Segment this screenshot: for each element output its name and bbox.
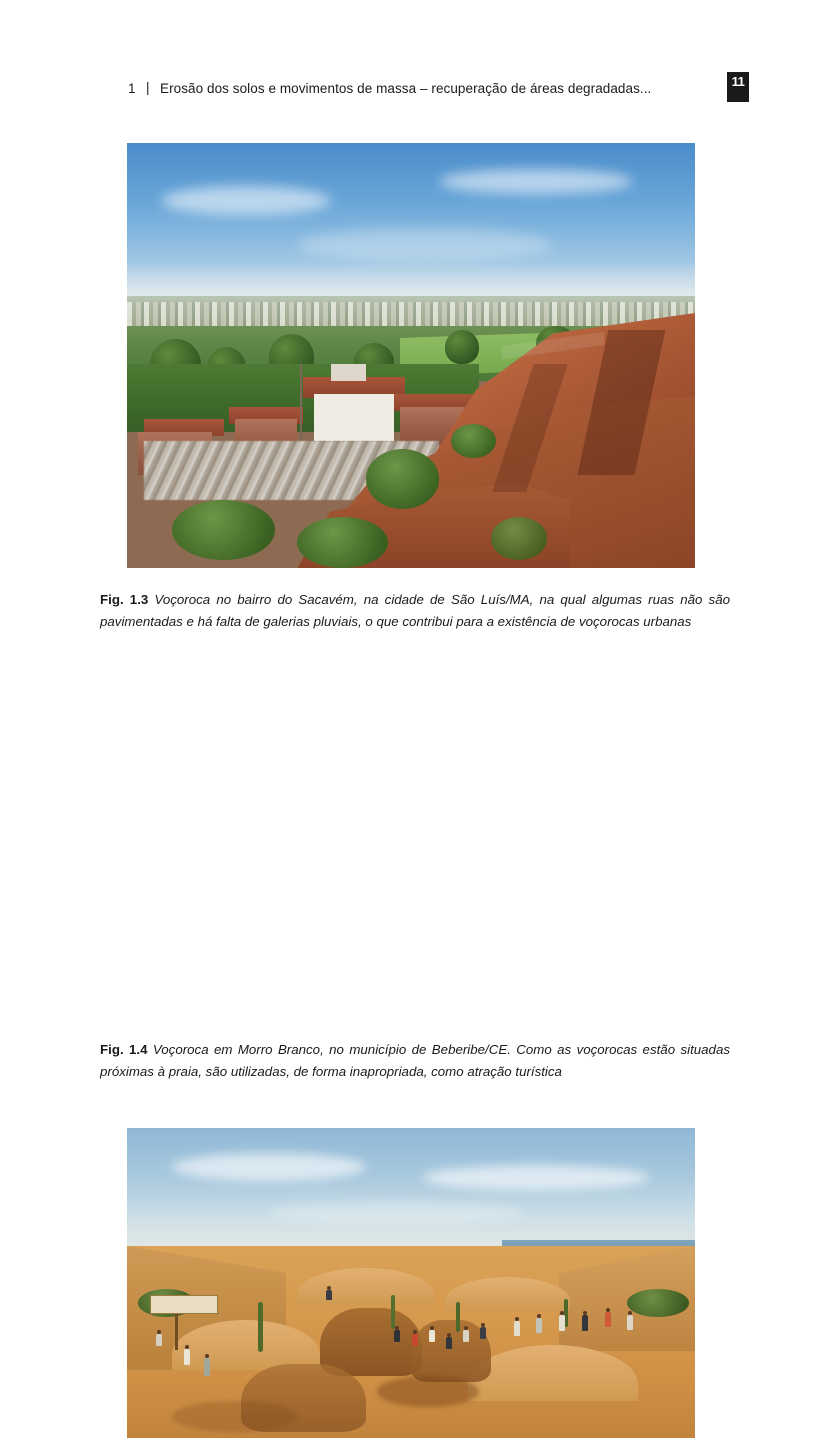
photo2-tourist <box>428 1326 435 1342</box>
photo2-tourist <box>559 1311 566 1331</box>
photo1-cloud <box>439 169 632 195</box>
photo2-tourist <box>445 1333 452 1349</box>
photo1-bush <box>491 517 548 560</box>
figure-1-3-caption <box>100 589 730 632</box>
page-number-tab: 11 <box>727 72 749 102</box>
photo2-cloud <box>422 1165 649 1190</box>
photo2-cactus <box>258 1302 263 1352</box>
photo2-sign-post <box>175 1308 178 1350</box>
photo1-cloud <box>161 186 331 216</box>
photo2-cactus <box>391 1295 395 1329</box>
photo1-bush <box>366 449 440 509</box>
photo2-sign-board <box>150 1295 218 1314</box>
photo1-bush <box>172 500 274 560</box>
photo2-tourist <box>462 1326 469 1342</box>
photo1-house-wall <box>314 394 394 441</box>
photo1-bush <box>297 517 388 568</box>
photo2-tourist <box>627 1311 634 1330</box>
figure-1-4-caption <box>100 1039 730 1082</box>
photo2-tourist <box>326 1286 333 1300</box>
photo2-tourist <box>155 1330 162 1346</box>
header-chapter-number: 1 <box>128 81 136 96</box>
photo2-vegetation <box>627 1289 689 1317</box>
figure-1-3-caption-text: Voçoroca no bairro do Sacavém, na cidade de São Luís/MA, na qual algumas ruas não são pavimentadas e há falta de galerias pluviais, o que contribui para a existência de voçorocas urbanas <box>100 592 730 629</box>
photo2-cactus <box>456 1302 460 1332</box>
photo2-tourist <box>184 1345 191 1365</box>
photo1-tree <box>445 330 479 364</box>
photo2-cloud <box>269 1202 525 1224</box>
photo2-ravine-shadow <box>377 1376 479 1407</box>
photo2-tourist <box>479 1323 486 1339</box>
figure-1-3-label: Fig. 1.3 <box>100 592 149 607</box>
photo2-cloud <box>172 1153 365 1181</box>
photo2-ravine <box>320 1308 422 1376</box>
photo2-tourist <box>204 1354 211 1376</box>
photo2-tourist <box>411 1330 418 1346</box>
photo1-house-wall <box>331 364 365 381</box>
photo2-tourist <box>394 1326 401 1342</box>
running-header <box>128 74 749 108</box>
photo2-tourist <box>604 1308 611 1327</box>
figure-1-4-caption-text: Voçoroca em Morro Branco, no município de Beberibe/CE. Como as voçorocas estão situadas próximas à praia, são utilizadas, de forma inapropriada, como atração turística <box>100 1042 730 1079</box>
photo2-sky <box>127 1128 695 1252</box>
photo2-tourist <box>581 1311 588 1331</box>
header-title: Erosão dos solos e movimentos de massa – recuperação de áreas degradadas... <box>160 81 652 96</box>
photo1-cloud <box>297 228 553 262</box>
photo2-ravine-shadow <box>172 1401 297 1432</box>
figure-1-4-photo <box>127 1128 695 1438</box>
photo2-tourist <box>536 1314 543 1333</box>
photo1-bush <box>451 424 496 458</box>
figure-1-4-label: Fig. 1.4 <box>100 1042 148 1057</box>
figure-1-3-photo <box>127 143 695 568</box>
header-separator: | <box>146 80 150 95</box>
photo2-tourist <box>513 1317 520 1336</box>
